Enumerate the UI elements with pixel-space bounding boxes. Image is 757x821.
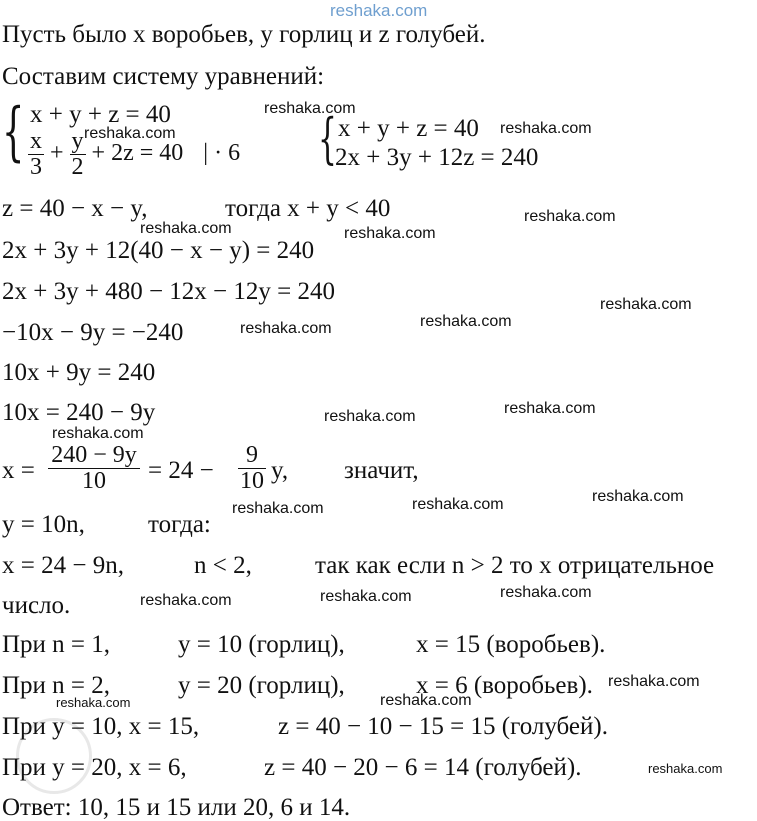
case-3-z: z = 40 − 10 − 15 = 15 (голубей). <box>278 713 608 740</box>
watermark: reshaka.com <box>504 400 596 417</box>
case-4-z: z = 40 − 20 − 6 = 14 (голубей). <box>264 754 582 781</box>
watermark: reshaka.com <box>500 120 592 137</box>
substitution-3: −10x − 9y = −240 <box>2 319 184 346</box>
watermark: reshaka.com <box>600 296 692 313</box>
watermark: reshaka.com <box>412 496 504 513</box>
case-1-n: При n = 1, <box>2 631 111 658</box>
reason-continued: число. <box>2 592 71 619</box>
watermark: reshaka.com <box>320 588 412 605</box>
system-left-eq1: x + y + z = 40 <box>30 101 171 128</box>
case-1-y: y = 10 (горлиц), <box>178 631 345 658</box>
system-brace-right: { <box>318 107 337 170</box>
case-2-y: y = 20 (горлиц), <box>178 672 345 699</box>
case-2-n: При n = 2, <box>2 672 111 699</box>
x-fraction: $\frac{240 - 9y}{10}$ <box>48 443 140 494</box>
then-text: тогда: <box>148 511 211 538</box>
watermark: reshaka.com <box>56 695 131 710</box>
watermark: reshaka.com <box>140 592 232 609</box>
case-1-x: x = 15 (воробьев). <box>416 631 606 658</box>
means-text: значит, <box>344 457 419 484</box>
substitution-1: 2x + 3y + 12(40 − x − y) = 240 <box>2 237 315 264</box>
z-expression: z = 40 − x − y, <box>2 195 148 222</box>
n-condition: n < 2, <box>194 552 252 579</box>
fraction-y-2: $\frac{y}{2}$ <box>71 128 84 181</box>
substitution-4: 10x + 9y = 240 <box>2 359 156 386</box>
case-2-x: x = 6 (воробьев). <box>416 672 593 699</box>
system-right-eq1: x + y + z = 40 <box>338 115 479 142</box>
x-middle: = 24 − <box>148 457 214 484</box>
x-in-n: x = 24 − 9n, <box>2 552 124 579</box>
watermark: reshaka.com <box>52 425 144 442</box>
system-left-eq2: $\frac{x}{3}$ + $\frac{y}{2}$ + 2z = 40 | · 6 <box>30 128 241 181</box>
y-equation: y = 10n, <box>2 511 85 538</box>
watermark: reshaka.com <box>592 488 684 505</box>
system-brace-left: { <box>2 95 25 169</box>
watermark: reshaka.com <box>344 225 436 242</box>
compose-text: Составим систему уравнений: <box>2 63 325 90</box>
watermark: reshaka.com <box>324 408 416 425</box>
watermark: reshaka.com <box>330 1 428 20</box>
x-fraction-2: $\frac{9}{10}$ <box>240 442 264 495</box>
watermark: reshaka.com <box>608 673 700 690</box>
then-condition: тогда x + y < 40 <box>225 195 391 222</box>
watermark: reshaka.com <box>500 584 592 601</box>
substitution-5: 10x = 240 − 9y <box>2 399 156 426</box>
x-tail: y, <box>271 457 289 484</box>
answer-text: Ответ: 10, 15 и 15 или 20, 6 и 14. <box>2 794 351 821</box>
watermark: reshaka.com <box>648 761 723 776</box>
case-4-values: При y = 20, x = 6, <box>2 754 187 781</box>
fraction-x-3: $\frac{x}{3}$ <box>30 128 42 181</box>
substitution-2: 2x + 3y + 480 − 12x − 12y = 240 <box>2 278 335 305</box>
watermark: reshaka.com <box>232 500 324 517</box>
watermark: reshaka.com <box>84 125 176 142</box>
watermark: reshaka.com <box>380 692 472 709</box>
watermark: reshaka.com <box>240 320 332 337</box>
watermark: reshaka.com <box>524 208 616 225</box>
intro-text: Пусть было x воробьев, y горлиц и z голубей. <box>2 21 486 48</box>
case-3-values: При y = 10, x = 15, <box>2 713 200 740</box>
watermark: reshaka.com <box>420 313 512 330</box>
reason-text: так как если n > 2 то x отрицательное <box>315 552 715 579</box>
watermark: reshaka.com <box>140 220 232 237</box>
system-right-eq2: 2x + 3y + 12z = 240 <box>335 144 539 171</box>
x-lhs: x = <box>2 457 35 484</box>
watermark: reshaka.com <box>264 100 356 117</box>
